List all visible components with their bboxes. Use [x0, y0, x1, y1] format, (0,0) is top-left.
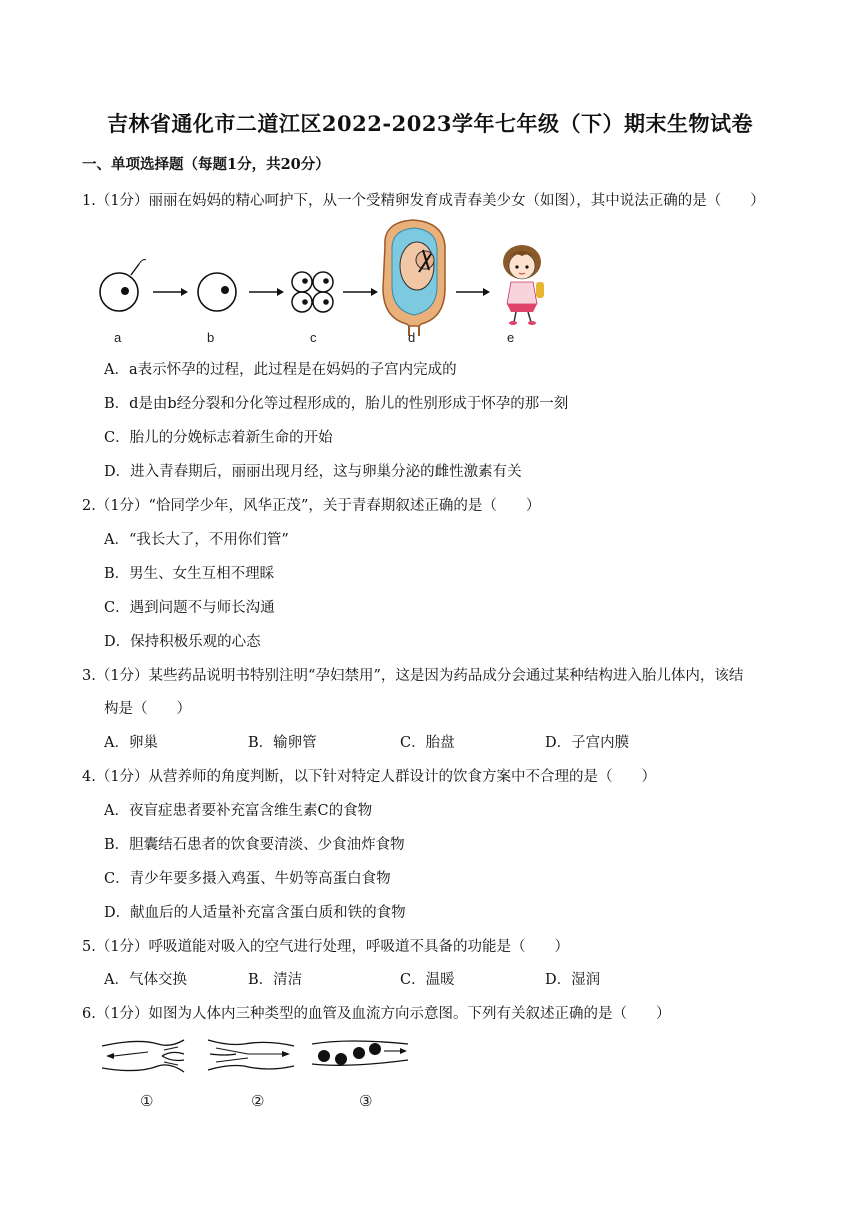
question-1-stem: 1.（1分）丽丽在妈妈的精心呵护下，从一个受精卵发育成青春美少女（如图），其中说法正确的是（ ） — [82, 193, 765, 209]
question-2-stem: 2.（1分）“恰同学少年，风华正茂”，关于青春期叙述正确的是（ ） — [82, 498, 541, 514]
question-2-option-d: D．保持积极乐观的心态 — [104, 634, 261, 650]
arrow-icon — [456, 288, 490, 296]
figure-label-d: d — [408, 330, 416, 345]
arrow-icon — [343, 288, 378, 296]
figure-label-c: c — [310, 330, 317, 345]
question-4-option-b: B．胆囊结石患者的饮食要清淡、少食油炸食物 — [104, 837, 405, 853]
vessel-1-icon — [102, 1040, 184, 1072]
uterus-fetus-icon — [383, 220, 445, 336]
question-2-option-a: A．“我长大了，不用你们管” — [104, 532, 289, 548]
girl-icon — [503, 245, 544, 325]
question-1-option-b: B．d是由b经分裂和分化等过程形成的，胎儿的性别形成于怀孕的那一刻 — [104, 396, 569, 412]
four-cell-icon — [292, 272, 333, 312]
question-4-option-c: C．青少年要多摄入鸡蛋、牛奶等高蛋白食物 — [104, 871, 391, 887]
question-5-option-d: D．湿润 — [545, 972, 601, 988]
question-3-stem: 3.（1分）某些药品说明书特别注明“孕妇禁用”，这是因为药品成分会通过某种结构进入胎儿体内，该结 — [82, 668, 744, 684]
page-title: 吉林省通化市二道江区2022-2023学年七年级（下）期末生物试卷 — [106, 111, 754, 136]
zygote-icon — [198, 273, 236, 311]
arrow-icon — [153, 288, 188, 296]
question-5-stem: 5.（1分）呼吸道能对吸入的空气进行处理，呼吸道不具备的功能是（ ） — [82, 939, 570, 955]
vessel-3-capillary-icon — [312, 1041, 408, 1065]
development-figure — [95, 218, 555, 348]
question-3-stem-continued: 构是（ ） — [104, 701, 191, 717]
question-4-stem: 4.（1分）从营养师的角度判断，以下针对特定人群设计的饮食方案中不合理的是（ ） — [82, 769, 657, 785]
question-3-option-a: A．卵巢 — [104, 735, 158, 751]
question-1-option-a: A．a表示怀孕的过程，此过程是在妈妈的子宫内完成的 — [104, 362, 457, 378]
question-1-option-d: D．进入青春期后，丽丽出现月经，这与卵巢分泌的雌性激素有关 — [104, 464, 522, 480]
arrow-icon — [249, 288, 284, 296]
question-5-option-a: A．气体交换 — [104, 972, 187, 988]
question-4-option-a: A．夜盲症患者要补充富含维生素C的食物 — [104, 803, 373, 819]
question-1-option-c: C．胎儿的分娩标志着新生命的开始 — [104, 430, 333, 446]
figure-label-b: b — [207, 330, 215, 345]
blood-vessel-figure — [98, 1034, 418, 1114]
figure-label-2: ② — [251, 1093, 265, 1110]
question-6-stem: 6.（1分）如图为人体内三种类型的血管及血流方向示意图。下列有关叙述正确的是（ ） — [82, 1006, 671, 1022]
question-3-option-d: D．子宫内膜 — [545, 735, 630, 751]
vessel-2-icon — [208, 1040, 294, 1070]
question-3-option-c: C．胎盘 — [400, 735, 455, 751]
question-4-option-d: D．献血后的人适量补充富含蛋白质和铁的食物 — [104, 905, 406, 921]
question-5-option-b: B．清洁 — [248, 972, 303, 988]
section-heading: 一、单项选择题（每题1分，共20分） — [82, 156, 330, 173]
question-5-option-c: C．温暖 — [400, 972, 455, 988]
figure-label-e: e — [507, 330, 515, 345]
question-3-option-b: B．输卵管 — [248, 735, 317, 751]
figure-label-3: ③ — [359, 1093, 373, 1110]
figure-label-1: ① — [140, 1093, 154, 1110]
question-2-option-b: B．男生、女生互相不理睬 — [104, 566, 275, 582]
figure-label-a: a — [114, 330, 122, 345]
question-2-option-c: C．遇到问题不与师长沟通 — [104, 600, 275, 616]
fertilization-cell-icon — [100, 260, 146, 312]
